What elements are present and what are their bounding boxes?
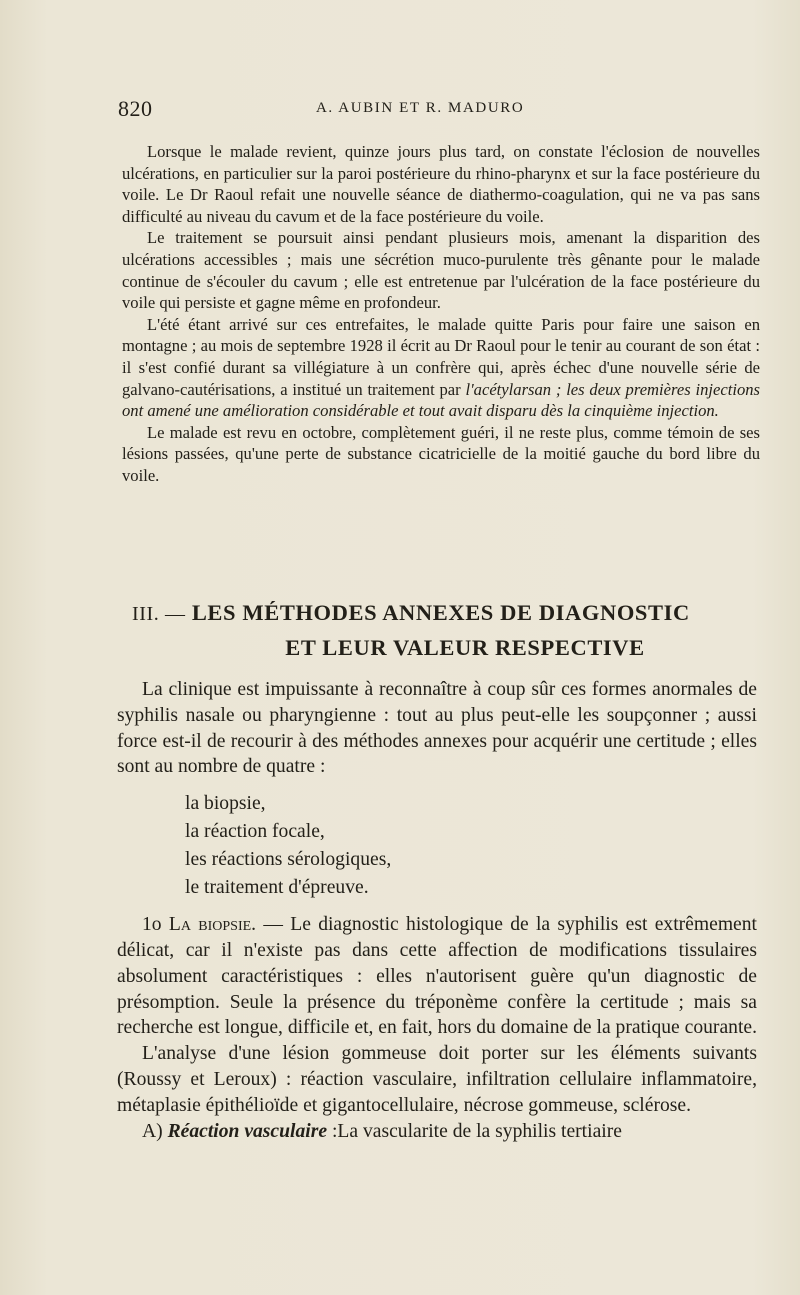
section-heading [118,596,782,665]
paragraph [117,912,757,1041]
italic-text: l'acétylarsan ; les deux premières injections ont amené une amélioration considérable et tout avait disparu dès la cinquième injection. [122,379,760,421]
case-report-text [122,141,760,487]
paragraph: Lorsque le malade revient, quinze jours plus tard, on constate l'éclosion de nouvelles ulcérations, en particulier sur la paroi postérieure du rhino-pharynx et sur la face postérieure du voile. Le Dr Raoul refait une nouvelle séance de diathermo-coagulation, qui ne va pas sans difficulté au niveau du cavum et de la face postérieure du voile. [122,142,760,226]
paragraph: La clinique est impuissante à reconnaître à coup sûr ces formes anormales de syphilis nasale ou pharyngienne : tout au plus peut-elle les soupçonner ; aussi force est-il de recourir à des méthodes annexes pour acquérir une certitude ; elles sont au nombre de quatre : [117,679,757,778]
paragraph: Le malade est revu en octobre, complètement guéri, il ne reste plus, comme témoin de ses lésions passées, qu'une perte de substance cicatricielle de la moitié gauche du bord libre du voile. [122,422,760,485]
subsection-number: 1o [142,914,162,936]
paragraph: L'analyse d'une lésion gommeuse doit porter sur les éléments suivants (Roussy et Leroux) : réaction vasculaire, infiltration cellulaire inflammatoire, métaplasie épithélioïde et gigantocellulaire, nécrose gommeuse, sclérose. [117,1043,757,1116]
list-item: la biopsie, [185,793,266,815]
item-prefix: A) [142,1120,168,1142]
paragraph [122,314,760,422]
paragraph: Le traitement se poursuit ainsi pendant plusieurs mois, amenant la disparition des ulcérations accessibles ; mais une sécrétion muco-purulente très gênante pour le malade continue de s'écouler du cavum ; elle est entretenue par l'ulcération de la face postérieure du voile qui persiste et gagne même en profondeur. [122,228,760,313]
running-head: A. AUBIN ET R. MADURO [316,100,525,116]
main-text [117,677,757,1144]
list-item: la réaction focale, [185,821,325,843]
section-number: III. — [132,603,186,625]
page-number: 820 [118,96,153,121]
paragraph-text: — Le diagnostic histologique de la syphilis est extrêmement délicat, car il n'existe pas dans cette affection de modifications tissulaires absolument caractéristiques : elles n'autorisent guère qu'un diagnostic de présomption. Seule la présence du tréponème confère la certitude ; mais sa recherche est longue, difficile et, en fait, hors du domaine de la pratique courante. [117,914,757,1039]
section-title-line1: LES MÉTHODES ANNEXES DE DIAGNOSTIC [191,600,690,625]
list-item: le traitement d'épreuve. [185,877,369,899]
paragraph-text: :La vascularite de la syphilis tertiaire [327,1120,622,1142]
item-label: Réaction vasculaire [167,1120,328,1142]
paragraph [117,1119,757,1145]
page-header [118,96,758,122]
list-item: les réactions sérologiques, [185,849,392,871]
paragraph-text: L'été étant arrivé sur ces entrefaites, le malade quitte Paris pour faire une saison en montagne ; au mois de septembre 1928 il écrit au Dr Raoul pour le tenir au courant de son état : il s'est confié durant sa villégiature à un confrère qui, après échec d'une nouvelle série de galvano-cautérisations, a institué un traitement par [122,314,760,399]
subsection-title: La biopsie. [168,914,257,936]
methods-list [185,790,757,902]
section-title-line2: ET LEUR VALEUR RESPECTIVE [285,635,645,660]
